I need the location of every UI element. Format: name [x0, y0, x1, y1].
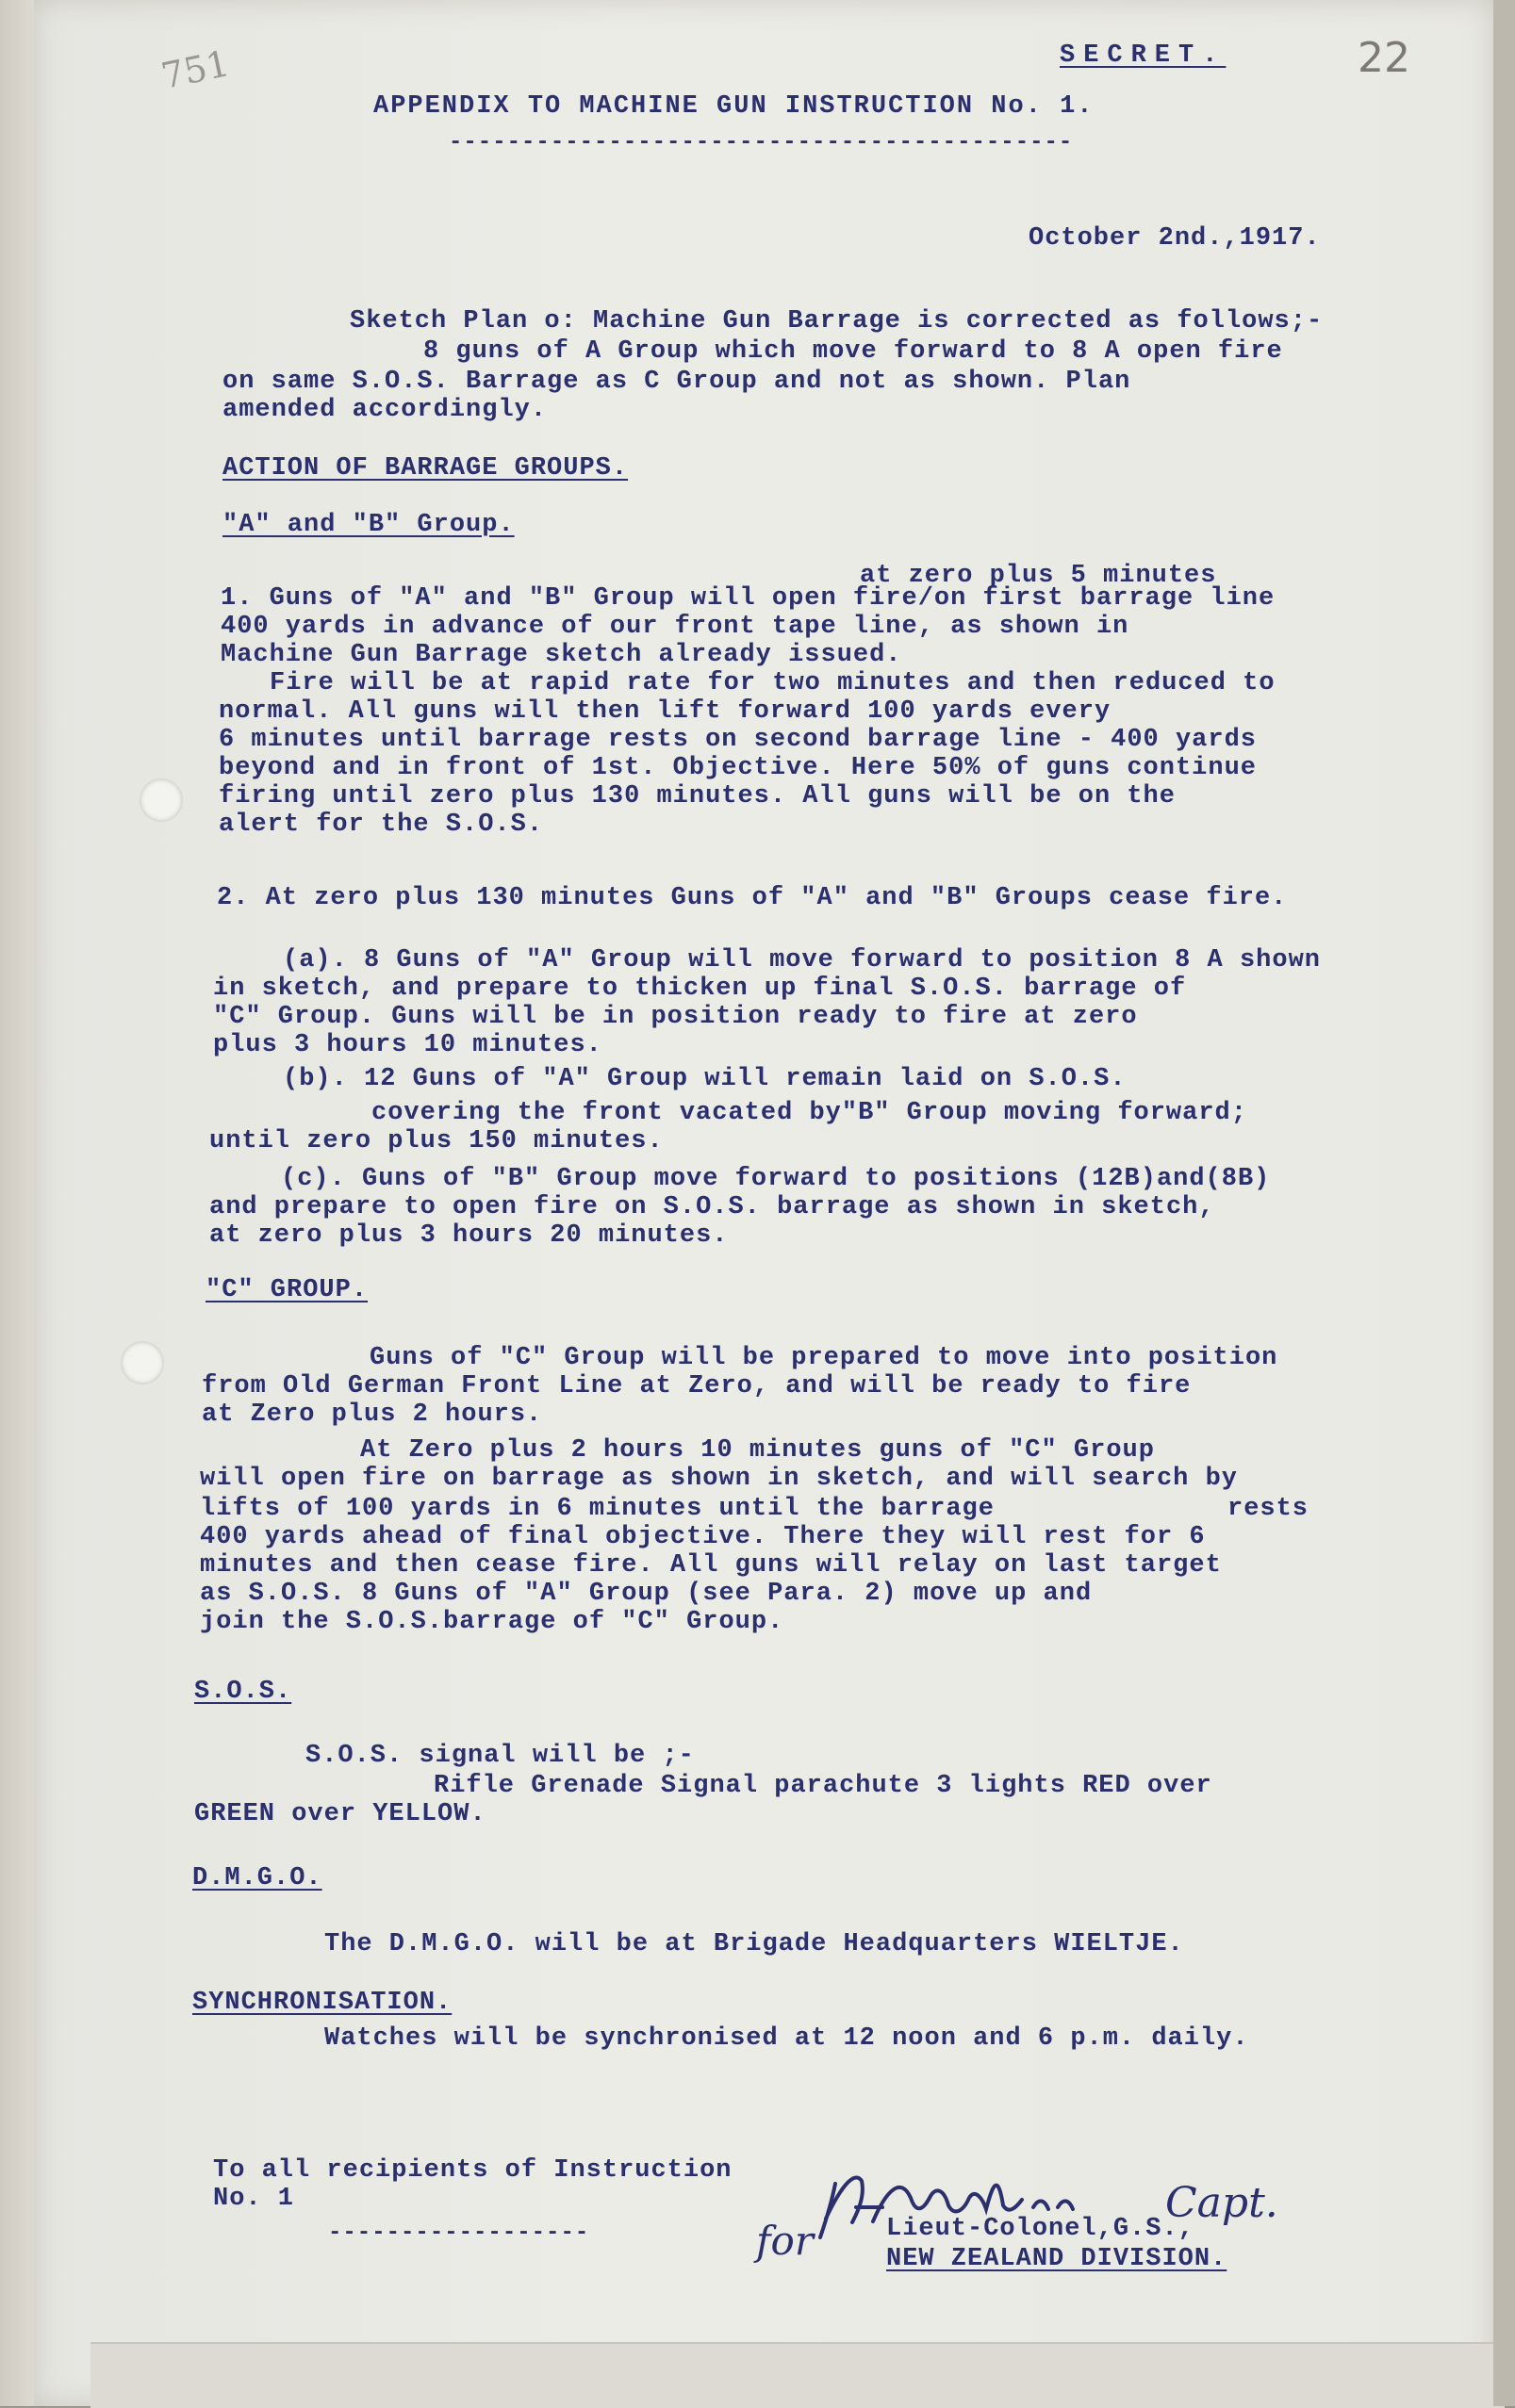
para2-line: and prepare to open fire on S.O.S. barrage as shown in sketch,	[209, 1193, 1215, 1221]
classification-marking: SECRET.	[1060, 41, 1227, 70]
intro-line: 8 guns of A Group which move forward to 8 A open fire	[423, 337, 1283, 366]
intro-line: on same S.O.S. Barrage as C Group and not as shown. Plan	[222, 368, 1131, 396]
c-group-line: as S.O.S. 8 Guns of "A" Group (see Para. 2) move up and	[200, 1580, 1093, 1608]
para2-line: plus 3 hours 10 minutes.	[213, 1031, 602, 1059]
c-group-line: from Old German Front Line at Zero, and will be ready to fire	[202, 1372, 1192, 1401]
section-heading-c-group: "C" GROUP.	[206, 1276, 369, 1304]
typed-insert: at zero plus 5 minutes	[860, 562, 1217, 590]
intro-line: amended accordingly.	[222, 396, 548, 424]
signature-prefix: for	[756, 2218, 814, 2264]
para2-line: "C" Group. Guns will be in position ready to fire at zero	[213, 1003, 1138, 1031]
para1-line: firing until zero plus 130 minutes. All guns will be on the	[219, 782, 1176, 811]
c-group-line: at Zero plus 2 hours.	[202, 1401, 543, 1429]
para2-line: in sketch, and prepare to thicken up final S.O.S. barrage of	[213, 975, 1187, 1003]
c-group-line: join the S.O.S.barrage of "C" Group.	[200, 1608, 784, 1636]
c-group-line: minutes and then cease fire. All guns will relay on last target	[200, 1551, 1222, 1580]
section-heading-synchronisation: SYNCHRONISATION.	[192, 1989, 453, 2017]
section-heading-dmgo: D.M.G.O.	[192, 1864, 322, 1892]
para2-line: at zero plus 3 hours 20 minutes.	[209, 1221, 729, 1250]
para2-line: 2. At zero plus 130 minutes Guns of "A" and "B" Groups cease fire.	[217, 884, 1288, 912]
synchronisation-text: Watches will be synchronised at 12 noon and 6 p.m. daily.	[324, 2024, 1249, 2053]
signatory-title: Lieut-Colonel,G.S.,	[886, 2215, 1194, 2243]
para1-line: 6 minutes until barrage rests on second barrage line - 400 yards	[219, 726, 1257, 754]
intro-line: Sketch Plan o: Machine Gun Barrage is corrected as follows;-	[350, 307, 1324, 336]
section-heading-action: ACTION OF BARRAGE GROUPS.	[222, 454, 629, 483]
c-group-line: Guns of "C" Group will be prepared to move into position	[370, 1344, 1278, 1372]
document-date: October 2nd.,1917.	[1029, 224, 1321, 253]
para2-line: covering the front vacated by"B" Group moving forward;	[371, 1099, 1247, 1127]
c-group-line: will open fire on barrage as shown in sketch, and will search by	[200, 1465, 1238, 1493]
c-group-line: 400 yards ahead of final objective. There they will rest for 6	[200, 1523, 1206, 1551]
section-heading-ab-group: "A" and "B" Group.	[222, 511, 515, 539]
recipients-line: To all recipients of Instruction	[213, 2156, 733, 2185]
para1-line: alert for the S.O.S.	[219, 811, 544, 839]
c-group-line: lifts of 100 yards in 6 minutes until the barrage	[200, 1495, 995, 1523]
signature-suffix: Capt.	[1165, 2179, 1278, 2227]
para1-line: 1. Guns of "A" and "B" Group will open fire/on first barrage line	[221, 584, 1276, 613]
punch-hole-upper	[140, 778, 183, 822]
c-group-line: At Zero plus 2 hours 10 minutes guns of "C" Group	[360, 1436, 1155, 1465]
para2-line: (b). 12 Guns of "A" Group will remain laid on S.O.S.	[283, 1065, 1127, 1093]
sos-line: S.O.S. signal will be ;-	[305, 1742, 695, 1770]
c-group-line: rests	[1227, 1495, 1309, 1523]
para1-line: Machine Gun Barrage sketch already issued.	[221, 641, 902, 669]
underlying-sheet	[91, 2342, 1505, 2408]
page-right-edge	[1493, 0, 1515, 2406]
dmgo-text: The D.M.G.O. will be at Brigade Headquarters WIELTJE.	[324, 1930, 1184, 1958]
pencil-number: 751	[157, 41, 234, 98]
para1-line: beyond and in front of 1st. Objective. Here 50% of guns continue	[219, 754, 1257, 782]
folio-number: 22	[1358, 34, 1410, 82]
document-title: APPENDIX TO MACHINE GUN INSTRUCTION No. 1.	[373, 92, 1095, 121]
para2-line: (a). 8 Guns of "A" Group will move forward to position 8 A shown	[283, 946, 1321, 975]
document-page	[34, 0, 1493, 2406]
sos-line: Rifle Grenade Signal parachute 3 lights RED over	[434, 1772, 1212, 1800]
para2-line: (c). Guns of "B" Group move forward to positions (12B)and(8B)	[281, 1165, 1271, 1193]
page-left-edge	[0, 0, 34, 2406]
sos-line: GREEN over YELLOW.	[194, 1800, 486, 1828]
recipients-line: No. 1	[213, 2185, 295, 2213]
recipients-rule: ------------------	[328, 2220, 590, 2246]
punch-hole-lower	[121, 1341, 164, 1384]
title-rule: -------------------------------------------	[449, 130, 1074, 156]
section-heading-sos: S.O.S.	[194, 1678, 292, 1706]
para1-line: 400 yards in advance of our front tape line, as shown in	[221, 613, 1129, 641]
para2-line: until zero plus 150 minutes.	[209, 1127, 664, 1155]
signatory-division: NEW ZEALAND DIVISION.	[886, 2245, 1227, 2273]
para1-line: Fire will be at rapid rate for two minutes and then reduced to	[270, 669, 1276, 697]
para1-line: normal. All guns will then lift forward 100 yards every	[219, 697, 1112, 726]
